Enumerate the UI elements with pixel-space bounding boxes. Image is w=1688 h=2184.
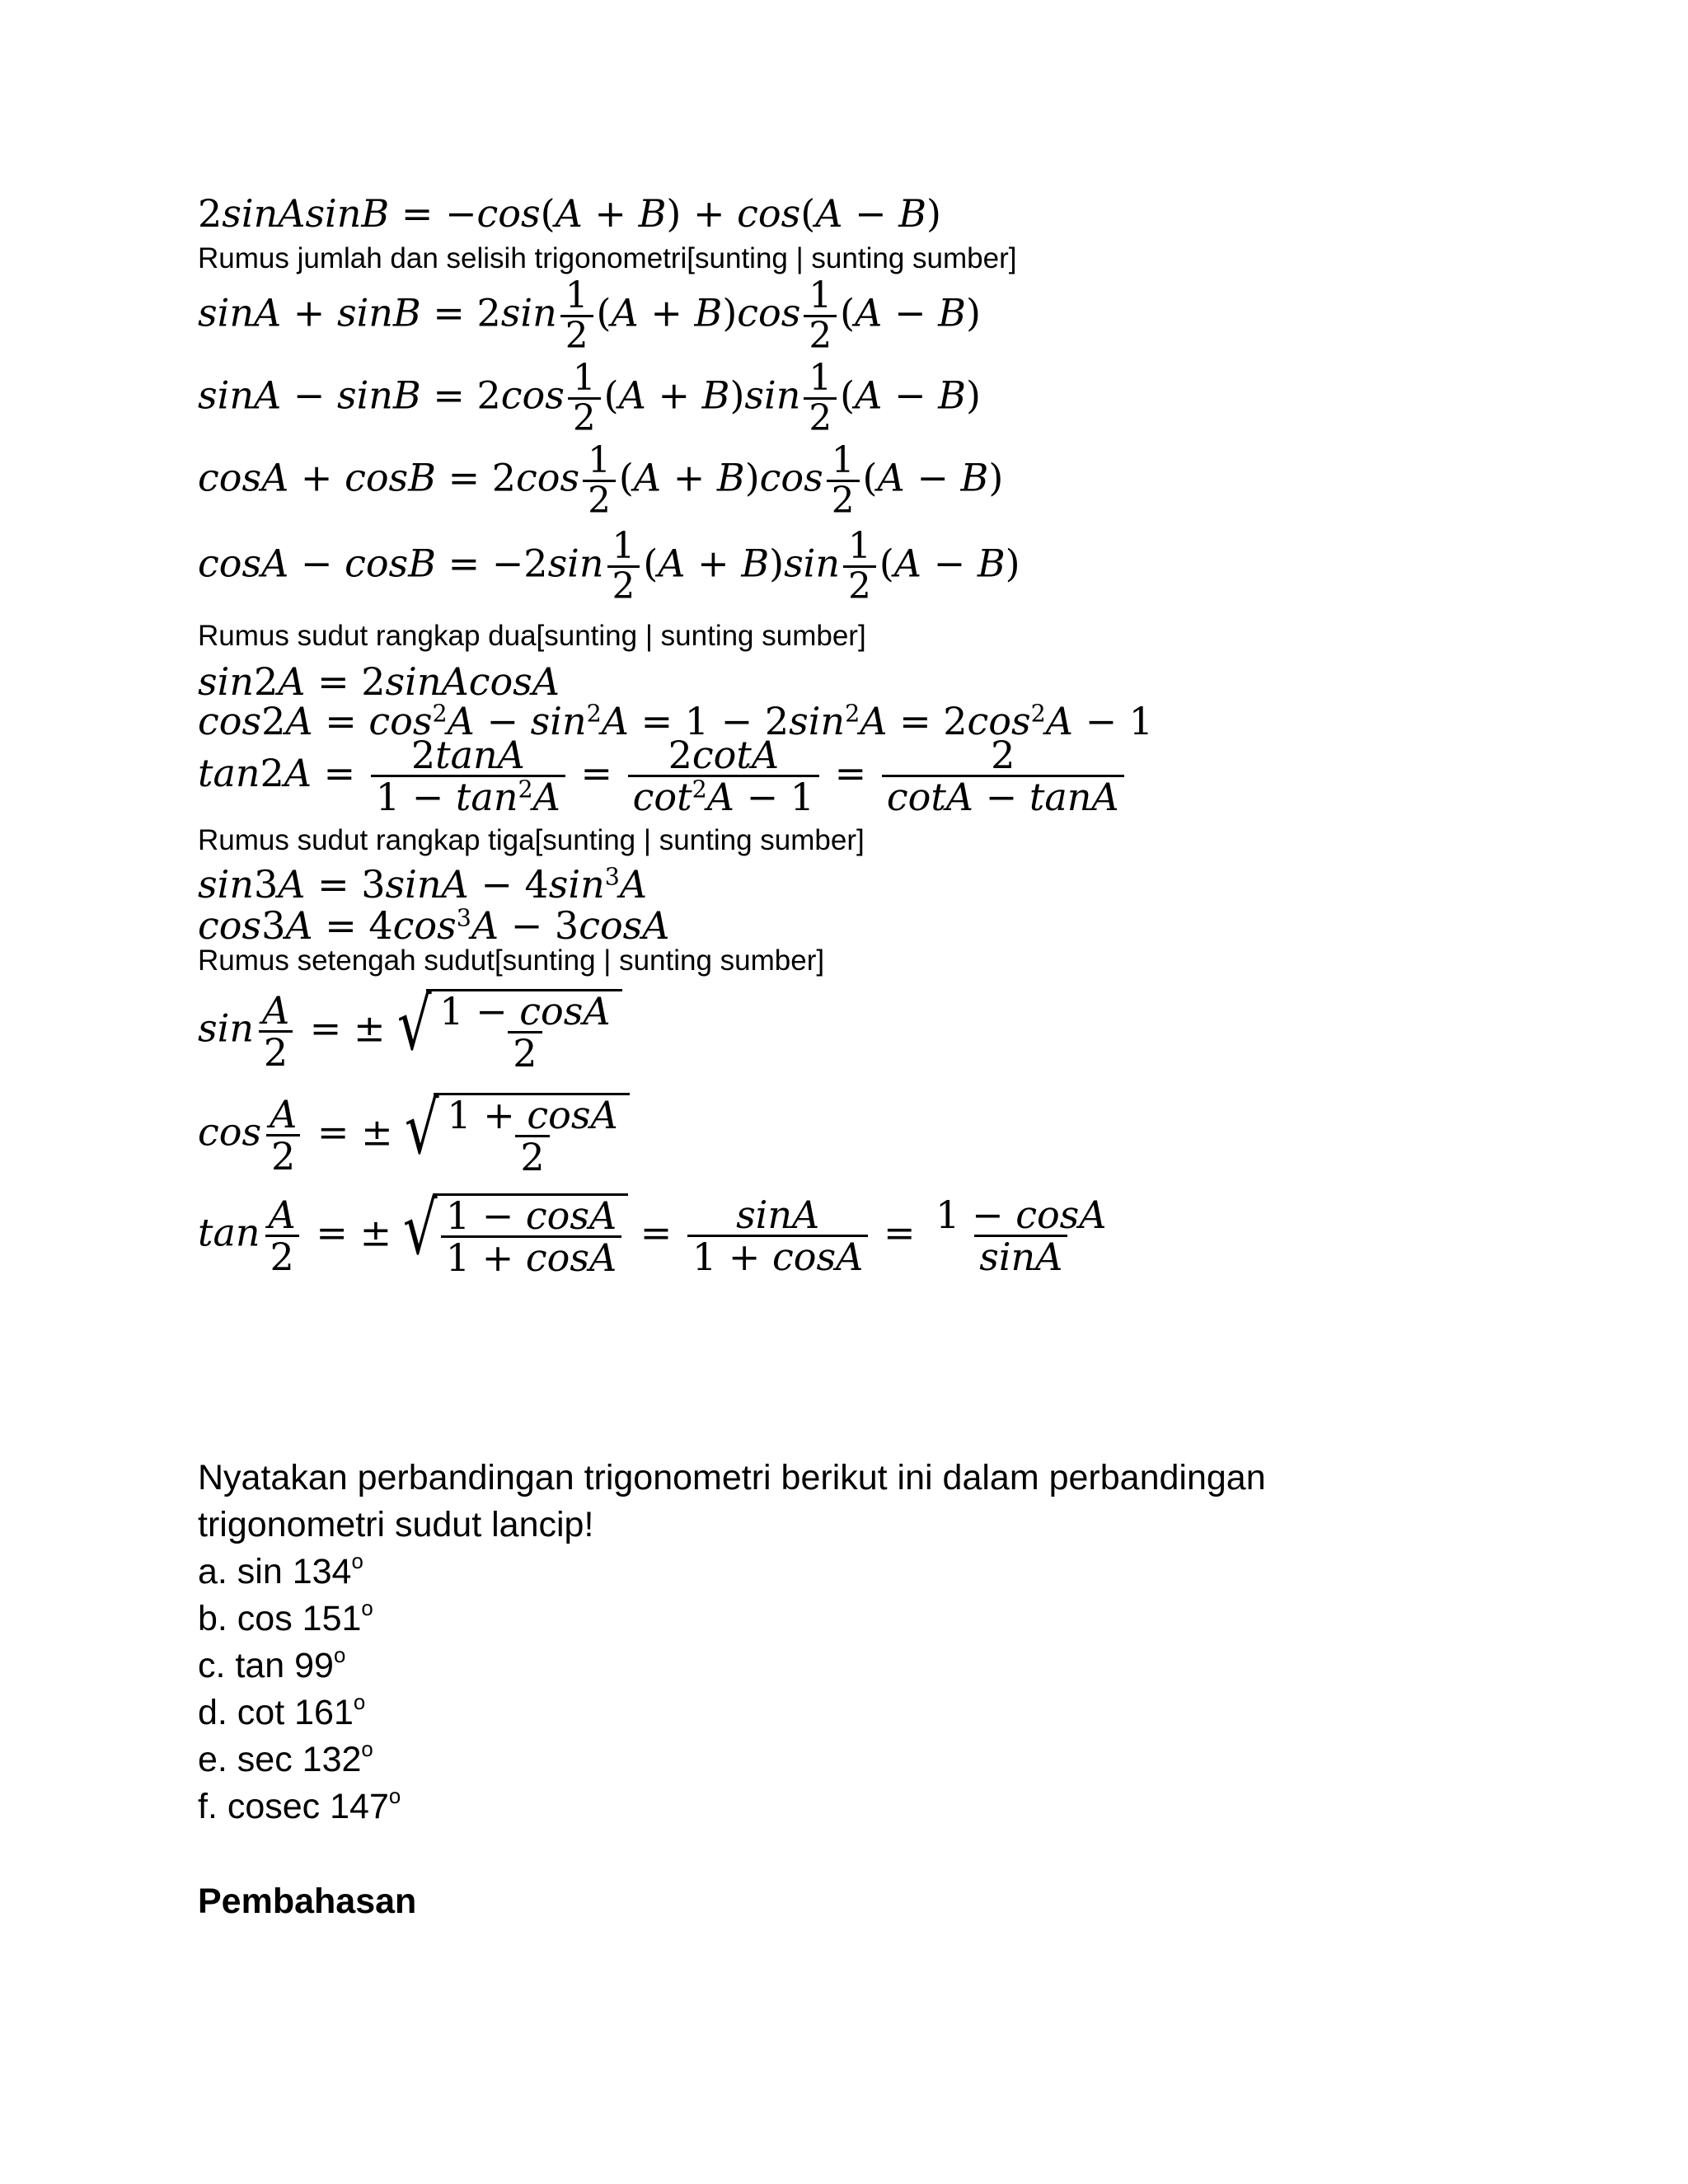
- equation-tan-2a: tan2A = $\frac{2\tan A}{1 - \tan^2A}$ = $\frac{2\cot A}{\cot^2A - 1}$ = $\frac{2}{\cot A - \tan A}$: [198, 735, 1128, 818]
- equation-sin-plus-sin: sinA + sinB = 2sin $\frac{1}{2}$ (A + B)cos $\frac{1}{2}$ (A − B): [198, 274, 981, 357]
- equation-tan-half: tan $\frac{A}{2}$ = ± √ $\frac{1 - \cos A}{1 + \cos A}$ = $\frac{\sin A}{1 + \cos A}$ = $\frac{1 - \cos A}{\sin A}$: [198, 1187, 1107, 1281]
- question-item-e: e. sec 132$^o$: [198, 1737, 373, 1779]
- question-item-c: c. tan 99$^o$: [198, 1643, 346, 1685]
- equation-sin-half: sin $\frac{A}{2}$ = ± √ $\frac{1 - \cos A}{2}$: [198, 989, 622, 1074]
- equation-cos-2a: $\cos 2A = \cos^2A - \sin^2A = 1 - 2\sin^2A = 2\cos^2A - 1$: [198, 699, 1154, 743]
- question-item-a: a. sin 134$^o$: [198, 1549, 363, 1591]
- equation-sin-2a: sin2A = 2sinAcosA: [198, 659, 560, 704]
- pembahasan-heading: Pembahasan: [198, 1882, 417, 1921]
- question-line-1: Nyatakan perbandingan trigonometri berikut ini dalam perbandingan: [198, 1458, 1266, 1497]
- question-item-f: f. cosec 147$^o$: [198, 1784, 401, 1826]
- equation-cos-plus-cos: cosA + cosB = 2cos $\frac{1}{2}$ (A + B)cos $\frac{1}{2}$ (A − B): [198, 439, 1004, 522]
- question-line-2: trigonometri sudut lancip!: [198, 1505, 594, 1544]
- equation-cos-minus-cos: cosA − cosB = −2sin $\frac{1}{2}$ (A + B)sin $\frac{1}{2}$ (A − B): [198, 525, 1020, 607]
- equation-sin-minus-sin: sinA − sinB = 2cos $\frac{1}{2}$ (A + B)sin $\frac{1}{2}$ (A − B): [198, 357, 981, 439]
- equation-cos-3a: $\cos 3A = 4\cos^3A - 3\cos A$: [198, 903, 670, 948]
- heading-sum-difference: Rumus jumlah dan selisih trigonometri[sunting | sunting sumber]: [198, 242, 1017, 274]
- question-item-b: b. cos 151$^o$: [198, 1596, 373, 1638]
- equation-product-sin-sin: 2sinAsinB = −cos(A + B) + cos(A − B): [198, 191, 941, 236]
- equation-cos-half: cos $\frac{A}{2}$ = ± √ $\frac{1 + \cos A}{2}$: [198, 1093, 630, 1178]
- heading-half-angle: Rumus setengah sudut[sunting | sunting sumber]: [198, 944, 825, 977]
- equation-sin-3a: $\sin 3A = 3\sin A - 4\sin^3A$: [198, 862, 648, 907]
- heading-double-angle: Rumus sudut rangkap dua[sunting | sunting sumber]: [198, 620, 866, 652]
- heading-triple-angle: Rumus sudut rangkap tiga[sunting | sunting sumber]: [198, 824, 865, 856]
- question-item-d: d. cot 161$^o$: [198, 1690, 366, 1732]
